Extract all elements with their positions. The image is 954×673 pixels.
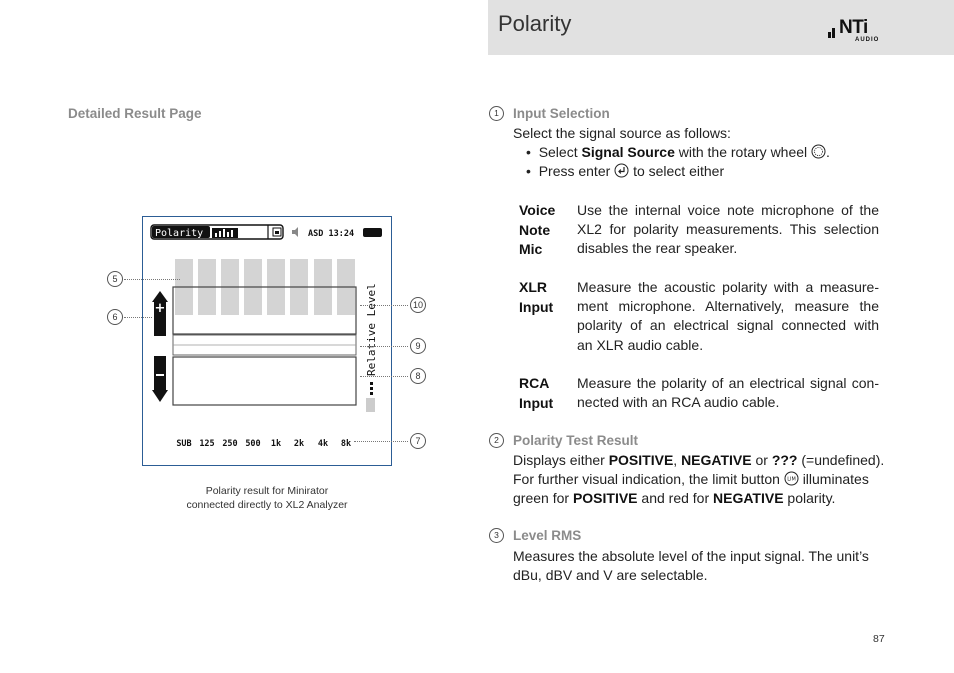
battery-icon	[363, 228, 382, 237]
polarity-result-line2: For further visual indication, the limit button LIM illuminates	[513, 471, 869, 487]
more-dots-icon	[370, 382, 373, 395]
section-intro: Select the signal source as follows:	[513, 125, 731, 141]
screen-title: Polarity	[155, 228, 204, 239]
figure-caption	[142, 484, 392, 512]
section-title-input-selection: Input Selection	[513, 106, 610, 121]
section-title-level-rms: Level RMS	[513, 528, 582, 543]
svg-text:LIM: LIM	[787, 476, 796, 483]
option-xlr-input-label: XLR Input	[519, 279, 554, 315]
negative-arrow-icon	[152, 356, 168, 402]
positive-arrow-icon	[152, 291, 168, 336]
option-voice-note-mic-label: Voice Note Mic	[519, 202, 556, 257]
band-label: 250	[222, 439, 238, 449]
level-rms-line1: Measures the absolute level of the input signal. The unit’s	[513, 548, 869, 564]
detailed-result-heading: Detailed Result Page	[68, 106, 202, 121]
option-rca-input-label: RCA Input	[519, 375, 554, 411]
logo-word: NTi	[839, 17, 868, 38]
band-label: 125	[199, 439, 215, 449]
bullet-select-signal-source: • Select Signal Source with the rotary wheel .	[526, 144, 830, 160]
polarity-result-line3: green for POSITIVE and red for NEGATIVE polarity.	[513, 490, 836, 506]
logo-sub: AUDIO	[855, 37, 880, 43]
rotary-wheel-icon	[811, 144, 826, 159]
band-label: 2k	[293, 439, 305, 449]
section-number-3: 3	[489, 528, 504, 543]
band-label: 1k	[270, 439, 282, 449]
enter-icon	[614, 163, 629, 178]
option-rca-input-desc: Measure the polarity of an electrical signal con- nected with an RCA audio cable.	[577, 375, 879, 411]
callout-leader	[124, 317, 152, 318]
callout-leader	[360, 376, 408, 377]
band-label: 4k	[317, 439, 329, 449]
callout-6: 6	[107, 309, 123, 325]
caption-line: connected directly to XL2 Analyzer	[186, 499, 348, 511]
option-voice-note-mic-desc: Use the internal voice note microphone of the XL2 for polarity measurements. This selection disables the rear speaker.	[577, 202, 879, 257]
limit-button-icon	[784, 471, 799, 486]
speaker-icon	[292, 227, 298, 237]
callout-10: 10	[410, 297, 426, 313]
polarity-result-line1: Displays either POSITIVE, NEGATIVE or ??? (=undefined).	[513, 452, 885, 468]
band-label: 8k	[340, 439, 352, 449]
level-rms-line2: dBu, dBV and V are selectable.	[513, 567, 708, 583]
callout-leader	[354, 441, 408, 442]
callout-9: 9	[410, 338, 426, 354]
caption-line: Polarity result for Minirator	[205, 485, 329, 497]
band-label: SUB	[176, 439, 192, 449]
section-number-1: 1	[489, 106, 504, 121]
callout-8: 8	[410, 368, 426, 384]
callout-leader	[360, 346, 408, 347]
section-title-polarity-test-result: Polarity Test Result	[513, 433, 639, 448]
page-title: Polarity	[498, 11, 572, 36]
band-labels	[176, 439, 351, 449]
xl2-screen-illustration	[142, 216, 392, 466]
callout-leader	[124, 279, 180, 280]
callout-5: 5	[107, 271, 123, 287]
negative-area	[173, 357, 356, 405]
scroll-indicator	[366, 398, 375, 412]
relative-level-label: Relative Level	[365, 283, 378, 376]
bullet-press-enter: • Press enter to select either	[526, 163, 725, 179]
band-label: 500	[245, 439, 261, 449]
page-number: 87	[873, 633, 885, 645]
screen-status: ASD 13:24	[308, 229, 355, 239]
callout-7: 7	[410, 433, 426, 449]
svg-text:+: +	[154, 301, 166, 316]
nti-audio-logo	[828, 17, 888, 46]
option-xlr-input-desc: Measure the acoustic polarity with a measure- ment microphone. Alternatively, measure the polarity of an electrical signal connected with an XLR audio cable.	[577, 279, 879, 353]
section-number-2: 2	[489, 433, 504, 448]
callout-leader	[360, 305, 408, 306]
